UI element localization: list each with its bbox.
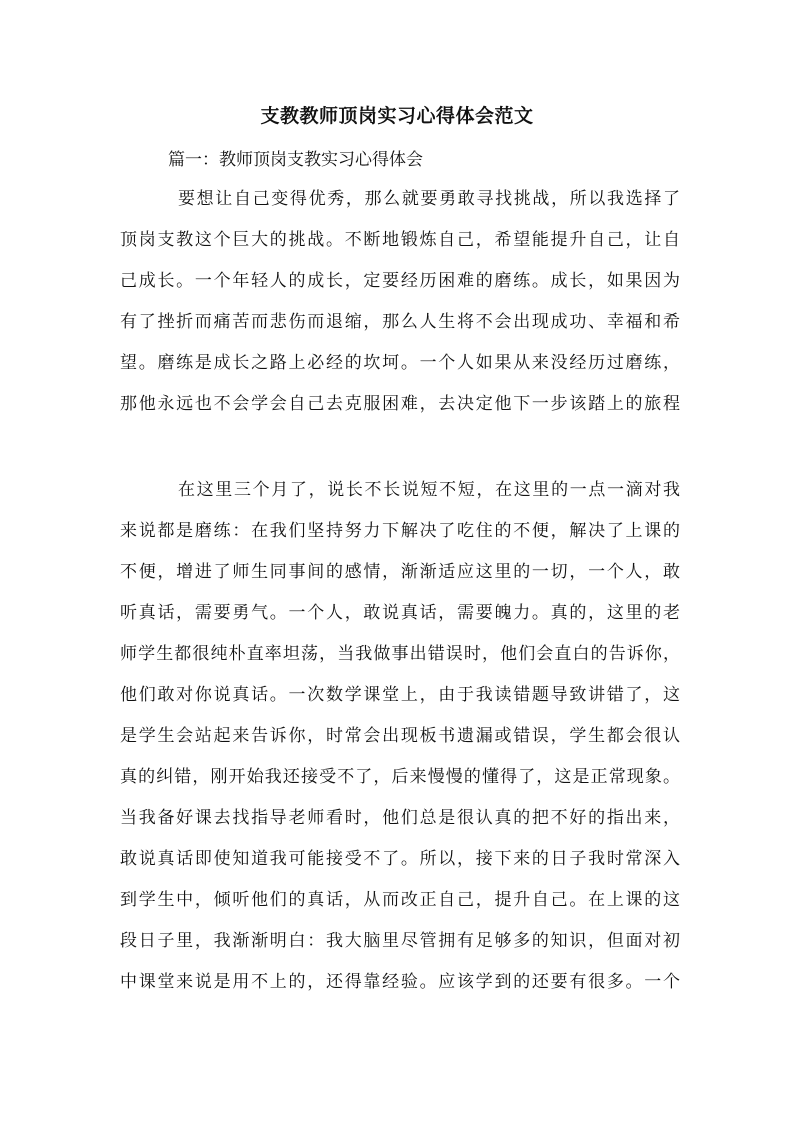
paragraph-2-line: 不便，增进了师生同事间的感情，渐渐适应这里的一切，一个人，敢 — [120, 562, 680, 582]
paragraph-2-line: 到学生中，倾听他们的真话，从而改正自己，提升自己。在上课的这 — [120, 890, 680, 910]
paragraph-2-line: 真的纠错，刚开始我还接受不了，后来慢慢的懂得了，这是正常现象。 — [120, 767, 680, 787]
paragraph-2-line: 敢说真话即使知道我可能接受不了。所以，接下来的日子我时常深入 — [120, 849, 680, 869]
paragraph-1-line: 有了挫折而痛苦而悲伤而退缩，那么人生将不会出现成功、幸福和希 — [120, 312, 680, 332]
paragraph-2-line: 中课堂来说是用不上的，还得靠经验。应该学到的还要有很多。一个 — [120, 972, 680, 992]
paragraph-2-line: 听真话，需要勇气。一个人，敢说真话，需要魄力。真的，这里的老 — [120, 603, 680, 623]
paragraph-2-line: 段日子里，我渐渐明白：我大脑里尽管拥有足够多的知识，但面对初 — [120, 931, 680, 951]
paragraph-1-line: 要想让自己变得优秀，那么就要勇敢寻找挑战，所以我选择了 — [178, 189, 680, 209]
paragraph-1-line: 那他永远也不会学会自己去克服困难，去决定他下一步该踏上的旅程 — [120, 394, 680, 414]
paragraph-1-line: 望。磨练是成长之路上必经的坎坷。一个人如果从来没经历过磨练， — [120, 353, 680, 373]
paragraph-2-line: 在这里三个月了，说长不长说短不短，在这里的一点一滴对我 — [178, 480, 680, 500]
paragraph-2-line: 他们敢对你说真话。一次数学课堂上，由于我读错题导致讲错了，这 — [120, 685, 680, 705]
page-title: 支教教师顶岗实习心得体会范文 — [260, 105, 534, 127]
paragraph-2-line: 当我备好课去找指导老师看时，他们总是很认真的把不好的指出来， — [120, 808, 680, 828]
paragraph-2-line: 是学生会站起来告诉你，时常会出现板书遗漏或错误，学生都会很认 — [120, 726, 680, 746]
section-heading: 篇一：教师顶岗支教实习心得体会 — [168, 150, 423, 170]
paragraph-1-line: 顶岗支教这个巨大的挑战。不断地锻炼自己，希望能提升自己，让自 — [120, 230, 680, 250]
paragraph-2-line: 师学生都很纯朴直率坦荡，当我做事出错误时，他们会直白的告诉你， — [120, 644, 680, 664]
paragraph-1-line: 己成长。一个年轻人的成长，定要经历困难的磨练。成长，如果因为 — [120, 271, 680, 291]
paragraph-2-line: 来说都是磨练：在我们坚持努力下解决了吃住的不便，解决了上课的 — [120, 521, 680, 541]
